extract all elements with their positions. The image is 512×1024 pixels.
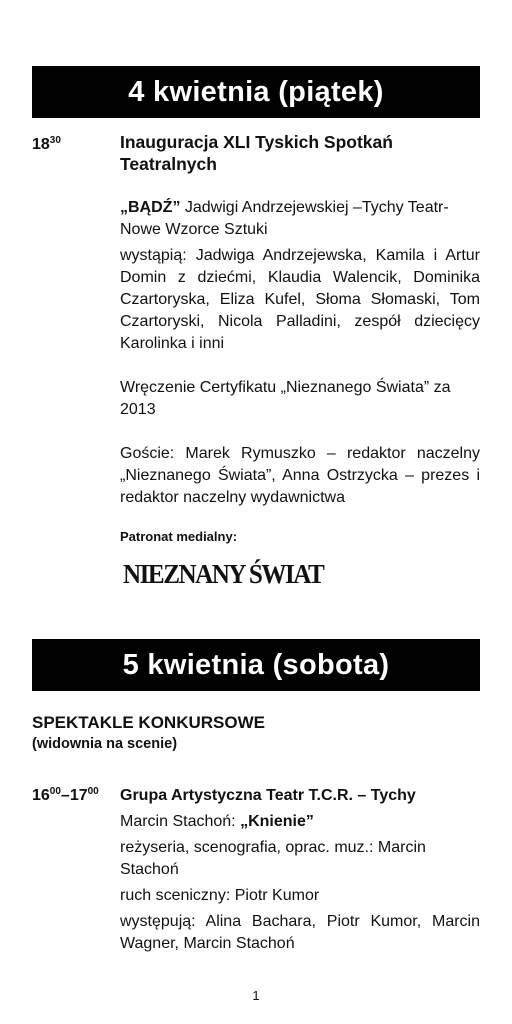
time-start-minutes: 00 [49,786,61,797]
event-time [32,135,61,155]
time-separator: – [60,787,70,804]
time-start-hour: 16 [32,787,50,804]
event-title: Inauguracja XLI Tyskich Spotkań Teatralnych [120,132,393,174]
time-hour: 18 [32,136,50,153]
event-time-range [32,786,99,806]
page-number: 1 [252,988,260,1003]
author-name: Marcin Stachoń: [120,813,241,830]
time-end-hour: 17 [69,787,88,804]
patronage-label: Patronat medialny: [120,529,238,544]
direction-credit: reżyseria, scenografia, oprac. muz.: Marcin Stachoń [120,839,426,878]
section-subtitle: (widownia na scenie) [32,736,178,752]
event-details-day1 [120,131,480,557]
guests-text: Goście: Marek Rymuszko – redaktor naczelny „Nieznanego Świata”, Anna Ostrzycka – prezes i redaktor naczelny wydawnictwa [120,445,480,506]
day-header-text: 4 kwietnia (piątek) [128,75,384,108]
day-header-april-5 [32,639,480,691]
movement-credit: ruch sceniczny: Piotr Kumor [120,887,320,904]
time-minutes: 30 [49,135,61,146]
section-heading [32,712,265,754]
cast-list: występują: Alina Bachara, Piotr Kumor, Marcin Wagner, Marcin Stachoń [120,913,480,952]
day-header-april-4 [32,66,480,118]
group-name: Grupa Artystyczna Teatr T.C.R. – Tychy [120,787,416,804]
day-header-text: 5 kwietnia (sobota) [122,648,390,681]
nieznany-swiat-logo: NIEZNANY ŚWIAT [123,559,324,589]
author-play [120,811,480,833]
cast-list: wystąpią: Jadwiga Andrzejewska, Kamila i Artur Domin z dziećmi, Klaudia Walencik, Dominika Czartoryska, Eliza Kufel, Słoma Słomaski, Tom Czartoryski, Nicola Palladini, zespół dziecięcy Karolinka i inni [120,247,480,352]
section-title: SPEKTAKLE KONKURSOWE [32,713,265,732]
certificate-text: Wręczenie Certyfikatu „Nieznanego Świata” za 2013 [120,379,451,418]
play-credit: Jadwigi Andrzejewskiej –Tychy Teatr-Nowe Wzorce Sztuki [120,199,449,238]
play-title: „BĄDŹ” [120,199,181,216]
play-info [120,197,480,241]
play-title: „Knienie” [240,813,314,830]
event-details-day2 [120,785,480,955]
time-end-minutes: 00 [87,786,99,797]
